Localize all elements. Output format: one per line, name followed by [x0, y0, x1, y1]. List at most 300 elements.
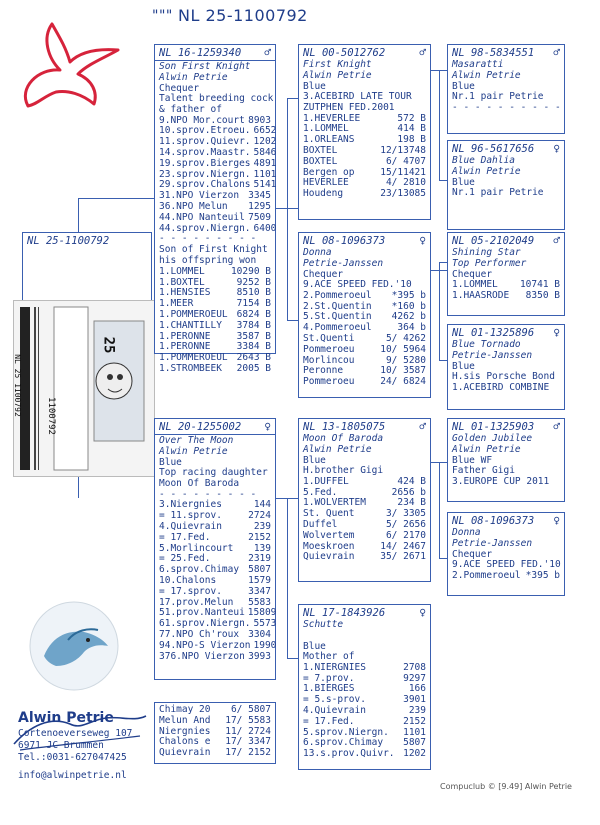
result-race: 1.MEER — [159, 298, 194, 310]
result-value: 10/ 5964 — [380, 343, 426, 355]
sd-box — [298, 232, 431, 398]
result-race: HEVERLEE — [303, 177, 349, 189]
sire-results — [159, 93, 277, 375]
result-value: 3784 B — [236, 319, 271, 331]
ss-box — [298, 44, 431, 220]
result-value: 6400 — [253, 222, 277, 234]
result-value: 23/13085 — [380, 188, 426, 200]
female-icon: ♀ — [419, 606, 426, 619]
result-race: 44.sprov.Niergn. — [159, 222, 251, 234]
female-icon: ♀ — [553, 142, 560, 155]
result-race: 1.LOMMEL — [303, 123, 349, 135]
connector — [439, 360, 447, 361]
result-value: 139 — [253, 542, 271, 554]
result-race: Moeskroen — [303, 540, 355, 552]
result-race: 61.sprov.Niergn. — [159, 618, 251, 630]
dam-bottom-box — [154, 702, 276, 764]
result-race: 10.sprov.Etroeu. — [159, 125, 251, 137]
result-race: Melun And — [159, 714, 211, 726]
result-race: Duffel — [303, 518, 338, 530]
sss-name: Masaratti — [452, 59, 504, 70]
top-quote: """ — [152, 8, 173, 24]
pigeon-id-title: NL 25-1100792 — [178, 6, 308, 25]
result-value: 234 B — [397, 497, 426, 509]
result-line — [159, 364, 271, 375]
sd-color: Chequer — [303, 269, 344, 280]
connector — [78, 198, 154, 199]
dam-color: Blue — [159, 457, 182, 468]
dam-results — [159, 467, 277, 662]
connector — [78, 198, 79, 232]
result-race: Quievrain — [303, 551, 355, 563]
result-value: 8350 B — [525, 289, 560, 301]
result-race: Moon Of Baroda — [159, 477, 240, 489]
dss-owner: Alwin Petrie — [452, 444, 521, 455]
result-line — [303, 345, 426, 356]
result-value: 3/ 3305 — [385, 508, 426, 520]
dam-name: Over The Moon — [159, 435, 234, 446]
connector — [287, 98, 298, 99]
result-race: Chimay 20 — [159, 704, 211, 715]
result-value: 11/ 2724 — [225, 725, 271, 737]
result-value — [268, 468, 271, 479]
ssd-owner: Alwin Petrie — [452, 166, 521, 177]
male-icon: ♂ — [264, 46, 271, 59]
result-line — [159, 479, 271, 490]
result-race: Niergnies — [159, 725, 211, 737]
result-line — [452, 188, 560, 199]
result-race: Morlincou — [303, 354, 355, 366]
sire-owner: Alwin Petrie — [159, 72, 228, 83]
result-value: 239 — [408, 704, 426, 716]
result-value: 3347 — [248, 585, 271, 597]
breeder-city: 6971 JC Brummen — [18, 740, 104, 751]
result-race: 1.HAASRODE — [452, 289, 510, 301]
result-race: = 7.prov. — [303, 672, 355, 684]
signature-icon — [10, 706, 150, 756]
result-race: Mother of — [303, 651, 355, 662]
result-line — [159, 639, 277, 652]
result-value: 414 B — [397, 123, 426, 135]
result-value: *395 b — [391, 289, 426, 301]
result-value: 4262 b — [391, 311, 426, 323]
result-line — [303, 552, 426, 563]
result-value: 5583 — [248, 596, 271, 608]
result-race: Chalons e — [159, 736, 211, 748]
result-race: 1.CHANTILLY — [159, 319, 222, 331]
result-race: 4.Quievrain — [303, 704, 366, 716]
result-line — [159, 652, 271, 663]
dsd-ring: NL 08-1096373 — [452, 515, 535, 527]
result-race: 44.NPO Nanteuil — [159, 211, 245, 223]
sds-box — [447, 232, 565, 316]
result-value: 9/ 5280 — [385, 354, 426, 366]
result-race: 23.sprov.Niergn. — [159, 168, 251, 180]
result-race: St. Quent — [303, 508, 355, 520]
result-race: = 11.sprov. — [159, 510, 222, 522]
result-race: Peronne — [303, 365, 344, 377]
result-value: 4/ 2810 — [385, 177, 426, 189]
result-value: 10290 B — [230, 265, 271, 277]
result-value — [423, 103, 426, 114]
result-race: 4.Quievrain — [159, 520, 222, 532]
result-value: 198 B — [397, 134, 426, 146]
result-race: 9.ACE SPEED FED.'10 — [452, 559, 561, 570]
result-race: 1.POMMEROEUL — [159, 352, 228, 364]
sire-name: Son First Knight — [159, 61, 251, 72]
result-race: = 5.s-prov. — [303, 694, 366, 706]
result-race: 1.BIERGES — [303, 683, 355, 695]
result-value — [423, 92, 426, 103]
result-race: = 17.Fed. — [159, 531, 211, 543]
sdd-color: Blue — [452, 361, 475, 372]
sds-name: Shining Star — [452, 247, 521, 258]
result-race: 1.ACEBIRD COMBINE — [452, 381, 550, 393]
dam-bottom-results — [159, 705, 271, 759]
ssd-results — [452, 188, 560, 199]
dss-ring: NL 01-1325903 — [452, 421, 535, 433]
result-race: & father of — [159, 103, 222, 115]
connector — [439, 70, 440, 180]
ss-owner: Alwin Petrie — [303, 70, 372, 81]
result-race: Pommeroeu — [303, 343, 355, 355]
sds-owner: Top Performer — [452, 258, 527, 269]
result-value — [561, 103, 564, 114]
result-race: = 17.sprov. — [159, 585, 222, 597]
result-value — [273, 94, 276, 105]
sdd-owner: Petrie-Janssen — [452, 350, 533, 361]
software-credit: Compuclub © [9.49] Alwin Petrie — [440, 782, 572, 791]
result-line — [303, 749, 426, 760]
result-race: 4.Pommeroeul — [303, 322, 372, 334]
result-value: *160 b — [391, 300, 426, 312]
result-value: 424 B — [397, 475, 426, 487]
result-race: 9.ACE SPEED FED.'10 — [303, 279, 412, 290]
result-race: 36.NPO Melun — [159, 200, 228, 212]
dd-owner — [303, 630, 426, 641]
result-race: 9.NPO Mor.court — [159, 114, 245, 126]
ds-color: Blue — [303, 455, 326, 466]
ss-color: Blue — [303, 81, 326, 92]
result-race: 1.HEVERLEE — [303, 112, 361, 124]
result-line — [159, 587, 271, 598]
result-value — [561, 560, 564, 571]
result-race: 5.Morlincourt — [159, 542, 234, 554]
sdd-box — [447, 324, 565, 410]
result-value: 5573 — [253, 618, 277, 630]
result-race: Talent breeding cock — [159, 93, 274, 104]
result-race: ZUTPHEN FED.2001 — [303, 101, 395, 113]
result-race: 6.sprov.Chimay — [159, 564, 240, 576]
result-value: 6824 B — [236, 308, 271, 320]
result-race: 29.sprov.Chalons — [159, 179, 251, 191]
ring-card-line: NL 25 1100792 — [12, 354, 22, 417]
result-value: 1101 — [403, 726, 426, 738]
ds-name: Moon Of Baroda — [303, 433, 384, 444]
dss-box — [447, 418, 565, 502]
ds-results — [303, 466, 426, 563]
result-race: 5.St.Quentin — [303, 311, 372, 323]
result-line — [303, 291, 426, 302]
result-race: 1.BOXTEL — [159, 276, 205, 288]
ssd-color: Blue — [452, 177, 475, 188]
result-value: *395 b — [525, 569, 560, 581]
dam-ring: NL 20-1255002 — [159, 421, 242, 433]
ring-card-graphic-icon — [14, 301, 154, 476]
result-value: 5/ 4262 — [385, 332, 426, 344]
ring-card-number: 1100792 — [45, 397, 56, 435]
ring-card — [13, 300, 155, 477]
result-value: 5846 — [253, 146, 277, 158]
result-value — [268, 234, 271, 245]
result-value: 5807 — [403, 737, 426, 749]
result-race: Father Gigi — [452, 465, 515, 476]
result-value: 1295 — [248, 200, 271, 212]
result-race: 2.Pommeroeul — [452, 569, 521, 581]
result-value — [557, 477, 560, 488]
result-race: 1.STROMBEEK — [159, 362, 222, 374]
result-value: 3304 — [248, 628, 271, 640]
ss-name: First Knight — [303, 59, 372, 70]
sds-results — [452, 280, 560, 302]
result-value: 10741 B — [519, 279, 560, 290]
result-value: 4891 — [253, 157, 277, 169]
breeder-street: Cortenoeverseweg 107 — [18, 728, 133, 739]
subject-ring: NL 25-1100792 — [27, 235, 110, 247]
result-race: - - - - - - - - - - — [452, 101, 561, 113]
result-value: 35/ 2671 — [380, 551, 426, 563]
result-race: 17.prov.Melun — [159, 596, 234, 608]
result-value: 15/11421 — [380, 166, 426, 178]
ds-box — [298, 418, 431, 582]
result-race: 10.Chalons — [159, 574, 217, 586]
result-value: 1202 — [253, 136, 277, 148]
breeder-email[interactable]: info@alwinpetrie.nl — [18, 770, 127, 781]
result-value: 239 — [253, 520, 271, 532]
result-value: 9252 B — [236, 276, 271, 288]
result-race: Wolvertem — [303, 529, 355, 541]
ds-ring: NL 13-1805075 — [303, 421, 386, 433]
result-line — [159, 716, 271, 727]
result-race: 1.WOLVERTEM — [303, 497, 366, 509]
result-line — [159, 105, 271, 116]
result-line — [159, 157, 277, 170]
result-value: 5141 — [253, 179, 277, 191]
dss-results — [452, 466, 560, 488]
result-value — [268, 105, 271, 116]
ss-ring: NL 00-5012762 — [303, 47, 386, 59]
ss-results — [303, 92, 426, 200]
sd-ring: NL 08-1096373 — [303, 235, 386, 247]
result-race: 1.ORLEANS — [303, 134, 355, 146]
result-value — [557, 383, 560, 394]
result-race: 1.HENSIES — [159, 287, 211, 299]
female-icon: ♀ — [264, 420, 271, 433]
result-line — [452, 383, 560, 394]
result-value — [268, 479, 271, 490]
result-race: Son of First Knight — [159, 244, 268, 256]
sdd-ring: NL 01-1325896 — [452, 327, 535, 339]
result-race: Top racing daughter — [159, 467, 268, 478]
female-icon: ♀ — [553, 326, 560, 339]
sss-owner: Alwin Petrie — [452, 70, 521, 81]
result-line — [159, 533, 271, 544]
result-value: 3587 B — [236, 330, 271, 342]
ring-card-year: 25 — [100, 336, 117, 354]
dam-owner: Alwin Petrie — [159, 446, 228, 457]
connector — [439, 262, 447, 263]
result-value: 6/ 4707 — [385, 155, 426, 167]
connector — [439, 180, 447, 181]
result-value: 3993 — [248, 650, 271, 662]
result-value: 2319 — [248, 553, 271, 565]
result-line — [303, 717, 426, 728]
sire-box — [154, 44, 277, 374]
female-icon: ♀ — [553, 514, 560, 527]
result-value: 2708 — [403, 661, 426, 673]
result-value: 2724 — [248, 510, 271, 522]
male-icon: ♂ — [553, 46, 560, 59]
connector — [287, 320, 298, 321]
sds-color: Chequer — [452, 269, 493, 280]
connector — [439, 462, 440, 558]
sds-ring: NL 05-2102049 — [452, 235, 535, 247]
result-race: H.sis Porsche Bond — [452, 371, 555, 382]
result-race: Nr.1 pair Petrie — [452, 91, 544, 102]
connector — [287, 658, 298, 659]
result-race: - - - - - - - - - — [159, 233, 257, 245]
result-race: Nr.1 pair Petrie — [452, 187, 544, 198]
result-race: H.brother Gigi — [303, 465, 384, 476]
result-race: BOXTEL — [303, 144, 338, 156]
sss-ring: NL 98-5834551 — [452, 47, 535, 59]
result-value: 572 B — [397, 112, 426, 124]
sss-results — [452, 92, 560, 114]
result-race: 3.ACEBIRD LATE TOUR — [303, 91, 412, 102]
female-icon: ♀ — [419, 234, 426, 247]
result-value: 3345 — [248, 190, 271, 202]
ssd-name: Blue Dahlia — [452, 155, 515, 166]
dsd-name: Donna — [452, 527, 481, 538]
result-value — [557, 466, 560, 477]
result-race: 1.PERONNE — [159, 330, 211, 342]
sd-name: Donna — [303, 247, 332, 258]
result-race: - - - - - - - - - — [159, 488, 257, 500]
result-race: 1.NIERGNIES — [303, 661, 366, 673]
result-line — [452, 571, 560, 582]
result-race: 1.LOMMEL — [159, 265, 205, 277]
sd-owner: Petrie-Janssen — [303, 258, 384, 269]
result-value: 8903 — [248, 114, 271, 126]
result-race: 3.EUROPE CUP 2011 — [452, 475, 550, 487]
result-value: 3384 B — [236, 341, 271, 353]
result-race: = 17.Fed. — [303, 715, 355, 727]
result-race: 5.sprov.Niergn. — [303, 726, 389, 738]
result-line — [303, 377, 426, 388]
dd-box — [298, 604, 431, 770]
result-value: 9297 — [403, 672, 426, 684]
result-value — [557, 372, 560, 383]
dss-name: Golden Jubilee — [452, 433, 533, 444]
result-value: 6652 — [253, 125, 277, 137]
result-value: 15809 — [247, 607, 277, 619]
dd-results — [303, 652, 426, 760]
result-race: Pommeroeu — [303, 376, 355, 388]
result-value: 2005 B — [236, 362, 271, 374]
result-value: 5807 — [248, 564, 271, 576]
result-race: = 25.Fed. — [159, 553, 211, 565]
result-line — [303, 477, 426, 488]
ssd-ring: NL 96-5617656 — [452, 143, 535, 155]
result-line — [303, 663, 426, 674]
result-value: 17/ 2152 — [225, 747, 271, 759]
result-value: 8510 B — [236, 287, 271, 299]
result-race: 2.St.Quentin — [303, 300, 372, 312]
result-value: 7509 — [248, 211, 271, 223]
result-race: 13.s.prov.Quivr. — [303, 748, 395, 760]
result-line — [159, 213, 271, 224]
result-line — [303, 531, 426, 542]
dd-ring: NL 17-1843926 — [303, 607, 386, 619]
result-race: 19.sprov.Bierges — [159, 157, 251, 169]
result-race: 1.PERONNE — [159, 341, 211, 353]
result-value — [557, 188, 560, 199]
dam-box — [154, 418, 276, 680]
result-value — [268, 245, 271, 256]
result-value: 5/ 2656 — [385, 518, 426, 530]
connector — [287, 498, 288, 658]
dss-color: Blue WF — [452, 455, 493, 466]
result-value: 10/ 3587 — [380, 365, 426, 377]
result-race: BOXTEL — [303, 155, 338, 167]
connector — [439, 558, 447, 559]
result-race: St.Quenti — [303, 332, 355, 344]
result-value: 17/ 5583 — [225, 714, 271, 726]
sire-ring: NL 16-1259340 — [159, 47, 242, 59]
result-value: 6/ 2170 — [385, 529, 426, 541]
sd-results — [303, 280, 426, 388]
dsd-color: Chequer — [452, 549, 493, 560]
result-race: Quievrain — [159, 747, 211, 759]
dove-logo-icon — [8, 8, 128, 118]
result-race: his offspring won — [159, 254, 257, 266]
result-race: 5.Fed. — [303, 486, 338, 498]
result-line — [452, 477, 560, 488]
result-value: 24/ 6824 — [380, 376, 426, 388]
result-race: 3.Niergnies — [159, 499, 222, 511]
result-line — [159, 321, 271, 332]
result-race: 94.NPO-S Vierzon — [159, 639, 251, 651]
result-race: Houdeng — [303, 188, 344, 200]
dsd-box — [447, 512, 565, 596]
result-value: 3901 — [403, 694, 426, 706]
result-line — [452, 103, 560, 114]
result-value: 12/13748 — [380, 144, 426, 156]
result-race: 376.NPO Vierzon — [159, 650, 245, 662]
result-line — [303, 103, 426, 114]
breeder-name: Alwin Petrie — [18, 710, 114, 726]
sdd-results — [452, 372, 560, 394]
male-icon: ♂ — [553, 420, 560, 433]
round-seal-icon — [28, 600, 120, 692]
ssd-box — [447, 140, 565, 230]
sss-box — [447, 44, 565, 134]
male-icon: ♂ — [419, 420, 426, 433]
result-race: 31.NPO Vierzon — [159, 190, 240, 202]
result-value: 1990 — [253, 639, 277, 651]
breeder-tel: Tel.:0031-627047425 — [18, 752, 127, 763]
result-race: 6.sprov.Chimay — [303, 737, 384, 749]
